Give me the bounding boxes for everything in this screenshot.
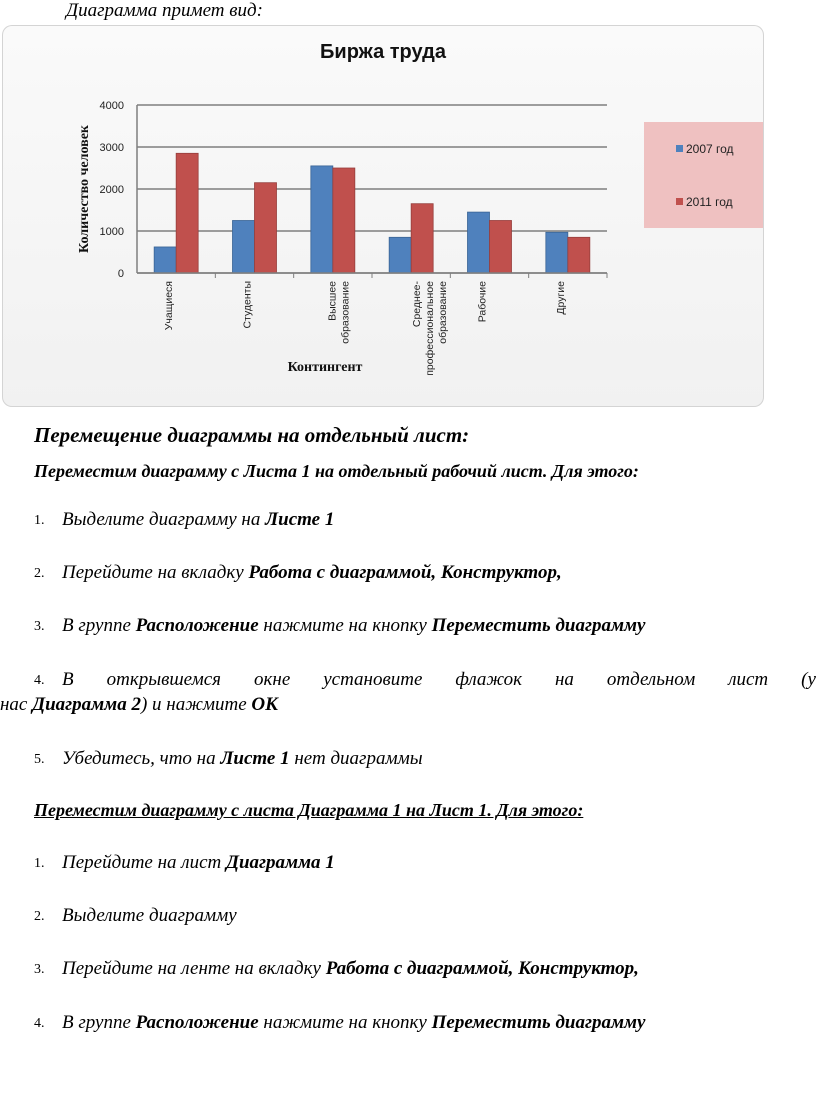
step-bold: Листе 1: [220, 748, 290, 769]
x-tick-label-line: образование: [339, 281, 352, 344]
step-word: В: [62, 669, 74, 690]
step-bold: Листе 1: [265, 509, 335, 530]
step-word: окне: [254, 669, 291, 690]
bar-2007-год-1: [233, 221, 255, 274]
bar-2011-год-1: [255, 183, 277, 273]
y-tick-label: 2000: [99, 184, 124, 196]
bar-2011-год-0: [176, 153, 198, 273]
step-word: флажок: [455, 669, 522, 690]
x-tick-label: [555, 281, 567, 315]
x-tick-label: [163, 281, 175, 330]
step-bold: Расположение: [135, 1012, 259, 1033]
chart-frame[interactable]: [2, 25, 764, 407]
step-number: 1.: [34, 513, 45, 528]
step-bold: Переместить диаграмму: [431, 615, 646, 636]
step-text: Перейдите на вкладку: [62, 562, 249, 583]
bar-2007-год-4: [468, 212, 490, 273]
step-bold: Переместить диаграмму: [431, 1012, 646, 1033]
step-text: Перейдите на лист: [62, 852, 226, 873]
x-axis-title: Контингент: [287, 360, 363, 375]
step-number: 1.: [34, 856, 45, 871]
x-tick-label-line: Рабочие: [476, 281, 489, 323]
chart-title: Биржа труда: [320, 41, 446, 63]
step-justified-line: [62, 669, 816, 691]
step-word: открывшемся: [106, 669, 222, 690]
step-word: лист: [728, 669, 769, 690]
y-tick-label: 3000: [99, 142, 124, 154]
bar-2011-год-5: [568, 237, 590, 273]
step-text: нас: [0, 694, 33, 715]
bar-2011-год-2: [333, 168, 355, 273]
step-number: 3.: [34, 962, 45, 977]
bar-2011-год-3: [411, 204, 433, 273]
x-tick-label-line: Среднее-: [411, 281, 424, 328]
step-text: Выделите диаграмму на: [62, 509, 266, 530]
x-tick-label-line: Высшее: [326, 281, 339, 321]
step-text: Убедитесь, что на: [62, 748, 221, 769]
step-number: 5.: [34, 752, 45, 767]
step-number: 2.: [34, 909, 45, 924]
step-word: установите: [323, 669, 423, 690]
step-bold: Диаграмма 2: [32, 694, 141, 715]
bar-2007-год-5: [546, 232, 568, 273]
intro-text: Диаграмма примет вид:: [66, 0, 263, 21]
step-bold: Работа с диаграммой, Конструктор,: [325, 958, 639, 979]
x-tick-label-line: Студенты: [241, 281, 254, 329]
x-tick-label: [477, 281, 489, 322]
step-word: на: [554, 669, 574, 690]
step-text: В группе: [62, 1012, 136, 1033]
y-tick-label: 0: [117, 268, 124, 280]
section1-heading: Перемещение диаграммы на отдельный лист:: [34, 423, 470, 447]
step-number: 3.: [34, 619, 45, 634]
step-word: (у: [801, 669, 816, 690]
x-tick-label: [242, 281, 254, 329]
section1-intro: Переместим диаграмму с Листа 1 на отдельный рабочий лист. Для этого:: [34, 461, 639, 481]
y-tick-label: 4000: [99, 100, 124, 112]
legend-label-2007: 2007 год: [686, 142, 734, 156]
chart-legend: [644, 122, 763, 228]
legend-swatch-2007: [676, 145, 683, 152]
x-tick-label-line: профессиональное: [424, 281, 437, 376]
y-axis-title: Количество человек: [77, 125, 92, 253]
legend-item-2011: [676, 195, 733, 209]
step-text: нажмите на кнопку: [258, 615, 432, 636]
bar-2007-год-3: [389, 237, 411, 273]
step-bold: Диаграмма 1: [225, 852, 335, 873]
legend-swatch-2011: [676, 198, 683, 205]
x-tick-label-line: Учащиеся: [163, 281, 176, 331]
step-word: отдельном: [606, 669, 696, 690]
legend-item-2007: [676, 142, 734, 156]
step-number: 2.: [34, 566, 45, 581]
step-bold: Работа с диаграммой, Конструктор,: [248, 562, 562, 583]
step-bold: ОК: [251, 694, 279, 715]
y-tick-label: 1000: [99, 226, 124, 238]
bar-2007-год-2: [311, 166, 333, 273]
section2-intro: Переместим диаграмму с листа Диаграмма 1 на Лист 1. Для этого:: [34, 800, 584, 820]
bar-2011-год-4: [490, 221, 512, 274]
step-text: Перейдите на ленте на вкладку: [62, 958, 326, 979]
legend-label-2011: 2011 год: [686, 195, 733, 209]
step-text: нет диаграммы: [289, 748, 423, 769]
x-tick-label-line: образование: [437, 281, 450, 344]
x-tick-label-line: Другие: [554, 281, 567, 315]
step-text: В группе: [62, 615, 136, 636]
step-number: 4.: [34, 1016, 45, 1031]
step-text: нажмите на кнопку: [258, 1012, 432, 1033]
s1-step-4: [0, 669, 816, 721]
step-bold: Расположение: [135, 615, 259, 636]
x-tick-label: [411, 281, 449, 376]
step-number: 4.: [34, 673, 45, 688]
step-text: ) и нажмите: [140, 694, 252, 715]
bar-2007-год-0: [154, 247, 176, 273]
x-tick-label: [326, 281, 351, 344]
step-text: Выделите диаграмму: [62, 905, 237, 926]
